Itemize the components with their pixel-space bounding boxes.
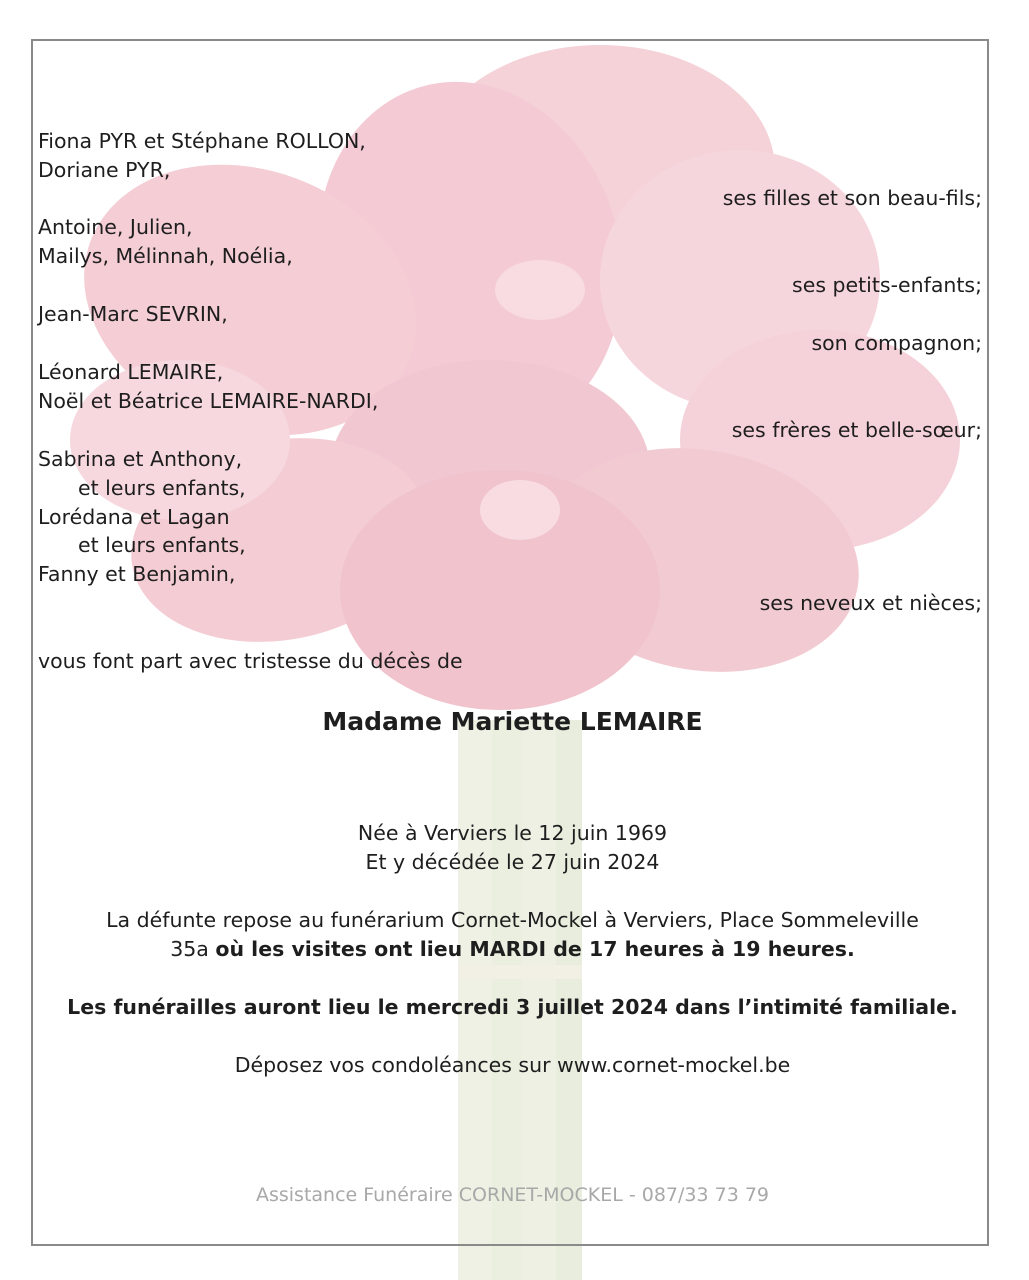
relationship-label: ses petits-enfants; xyxy=(792,273,982,297)
family-line: et leurs enfants, xyxy=(78,533,246,557)
family-line: Mailys, Mélinnah, Noélia, xyxy=(38,244,293,268)
family-line: Noël et Béatrice LEMAIRE-NARDI, xyxy=(38,389,379,413)
death-info: Et y décédée le 27 juin 2024 xyxy=(365,850,660,874)
family-line: et leurs enfants, xyxy=(78,476,246,500)
funeral-info: Les funérailles auront lieu le mercredi 3 juillet 2024 dans l’intimité familiale. xyxy=(67,995,958,1019)
birth-info: Née à Verviers le 12 juin 1969 xyxy=(357,821,668,845)
family-line: Lorédana et Lagan xyxy=(38,505,230,529)
family-line: Fanny et Benjamin, xyxy=(38,562,236,586)
relationship-label: son compagnon; xyxy=(811,331,982,355)
family-line: Antoine, Julien, xyxy=(38,215,193,239)
family-line: Léonard LEMAIRE, xyxy=(38,360,224,384)
relationship-label: ses neveux et nièces; xyxy=(759,591,982,615)
family-line: Doriane PYR, xyxy=(38,158,171,182)
family-line: Jean-Marc SEVRIN, xyxy=(38,302,228,326)
visitation-info: 35a où les visites ont lieu MARDI de 17 heures à 19 heures. xyxy=(170,937,855,961)
family-line: Sabrina et Anthony, xyxy=(38,447,243,471)
funeral-home-footer: Assistance Funéraire CORNET-MOCKEL - 087/33 73 79 xyxy=(255,1184,770,1206)
family-line: Fiona PYR et Stéphane ROLLON, xyxy=(38,129,366,153)
relationship-label: ses frères et belle-sœur; xyxy=(731,418,982,442)
deceased-name: Madame Mariette LEMAIRE xyxy=(322,707,703,736)
relationship-label: ses filles et son beau-fils; xyxy=(722,186,982,210)
condolences-text: Déposez vos condoléances sur www.cornet-mockel.be xyxy=(234,1053,791,1077)
visitation-info: La défunte repose au funérarium Cornet-Mockel à Verviers, Place Sommeleville xyxy=(106,908,919,932)
announcement-text: vous font part avec tristesse du décès de xyxy=(38,649,463,673)
